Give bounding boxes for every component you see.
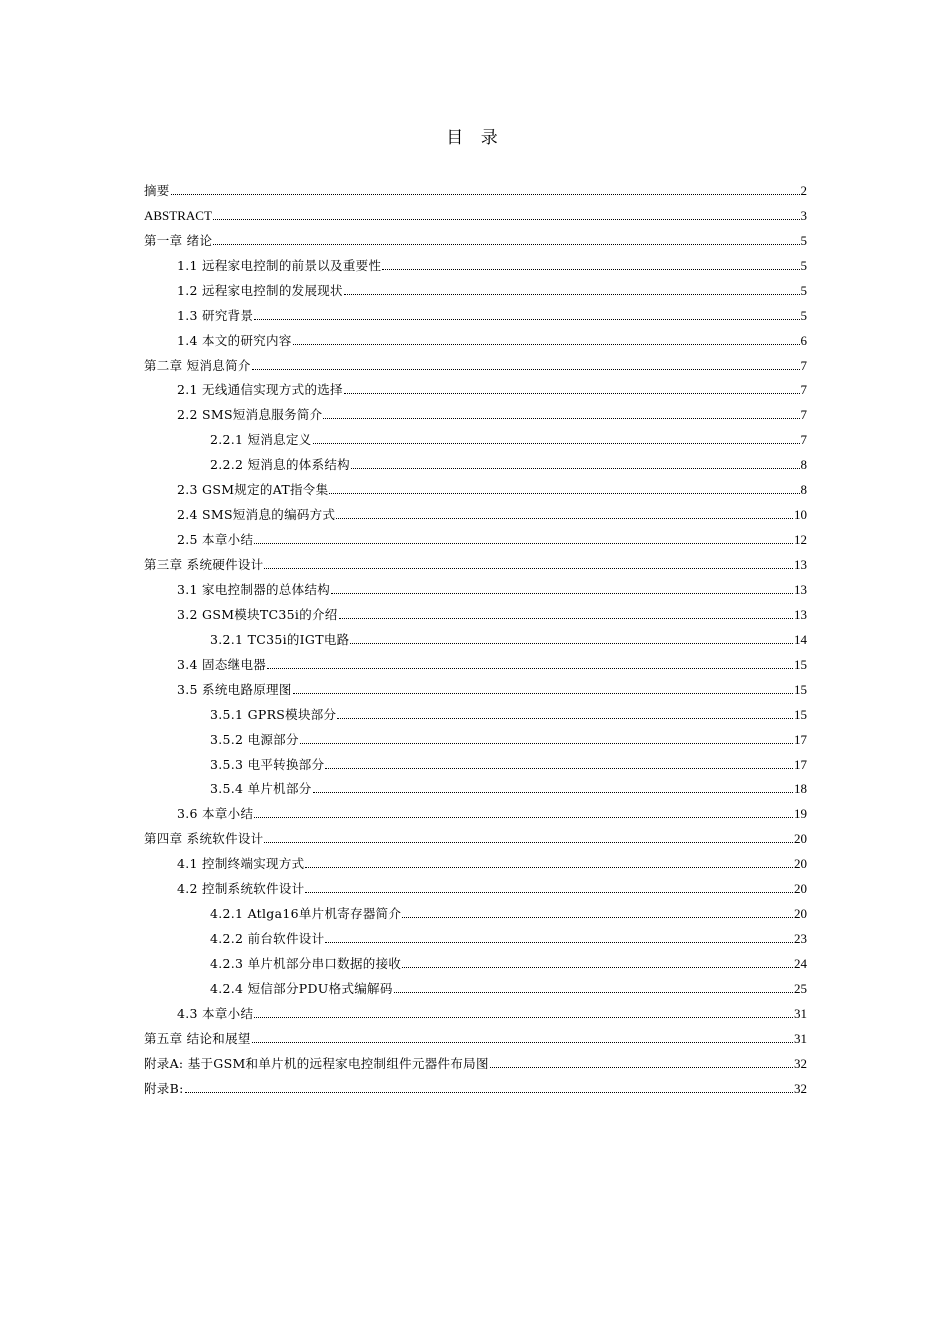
toc-entry-page-number: 8 (800, 482, 807, 498)
toc-entry-label: 第三章 系统硬件设计 (144, 557, 264, 572)
toc-entry[interactable] (144, 698, 807, 723)
toc-dot-leader (323, 418, 799, 419)
toc-dot-leader (337, 718, 793, 719)
toc-entry[interactable] (144, 872, 807, 897)
toc-dot-leader (351, 468, 800, 469)
toc-dot-leader (254, 319, 799, 320)
toc-entry[interactable] (144, 224, 807, 249)
toc-title: 目 录 (446, 128, 504, 148)
toc-entry-page-number: 7 (800, 382, 807, 398)
toc-entry[interactable] (144, 623, 807, 648)
toc-entry[interactable] (144, 897, 807, 922)
toc-entry-page-number: 13 (794, 581, 807, 597)
toc-entry-page-number: 32 (794, 1080, 807, 1096)
toc-entry-page-number: 18 (794, 781, 807, 797)
toc-entry-label: 3.5 系统电路原理图 (177, 681, 292, 697)
toc-dot-leader (394, 992, 793, 993)
toc-entry-page-number: 17 (794, 731, 807, 747)
toc-dot-leader (185, 1092, 793, 1093)
toc-entry[interactable] (144, 922, 807, 947)
toc-entry-label: 3.1 家电控制器的总体结构 (177, 581, 331, 597)
toc-dot-leader (252, 369, 800, 370)
toc-entry-page-number: 7 (800, 407, 807, 423)
toc-dot-leader (325, 768, 793, 769)
toc-entry-label: 3.4 固态继电器 (177, 656, 267, 672)
toc-entry-page-number: 7 (800, 432, 807, 448)
toc-entry[interactable] (144, 997, 807, 1022)
toc-entry-label: 2.5 本章小结 (177, 532, 254, 548)
toc-entry[interactable] (144, 1047, 807, 1072)
toc-entry[interactable] (144, 1022, 807, 1047)
toc-entry[interactable] (144, 398, 807, 423)
toc-entry-label: 2.4 SMS短消息的编码方式 (177, 507, 336, 523)
toc-dot-leader (213, 244, 799, 245)
toc-entry[interactable] (144, 174, 807, 199)
toc-entry-label: 第四章 系统软件设计 (144, 831, 264, 847)
toc-entry-page-number: 12 (794, 532, 807, 548)
toc-entry-label: 附录B: (144, 1080, 184, 1096)
toc-dot-leader (331, 593, 793, 594)
toc-entry-page-number: 5 (800, 257, 807, 273)
toc-entry-label: 4.2 控制系统软件设计 (177, 881, 305, 897)
toc-entry[interactable] (144, 423, 807, 448)
toc-entry-page-number: 14 (794, 631, 807, 647)
toc-entry[interactable] (144, 773, 807, 798)
toc-entry[interactable] (144, 947, 807, 972)
toc-entry[interactable] (144, 972, 807, 997)
toc-dot-leader (254, 817, 793, 818)
toc-entry-page-number: 20 (794, 906, 807, 922)
toc-entry-label: 3.6 本章小结 (177, 806, 254, 822)
toc-entry[interactable] (144, 548, 807, 573)
toc-entry-page-number: 15 (794, 656, 807, 672)
toc-entry-label: 1.2 远程家电控制的发展现状 (177, 282, 343, 298)
toc-entry-label: 2.2.2 短消息的体系结构 (210, 457, 350, 473)
toc-entry-page-number: 3 (800, 207, 807, 223)
toc-entry-page-number: 7 (800, 357, 807, 373)
toc-dot-leader (254, 1017, 793, 1018)
toc-entry[interactable] (144, 797, 807, 822)
toc-entry-page-number: 31 (794, 1005, 807, 1021)
toc-dot-leader (313, 443, 800, 444)
toc-entry-page-number: 15 (794, 681, 807, 697)
toc-entry-label: 4.2.2 前台软件设计 (210, 931, 325, 947)
toc-dot-leader (305, 867, 793, 868)
toc-entry-label: 4.2.3 单片机部分串口数据的接收 (210, 956, 402, 971)
toc-dot-leader (329, 493, 799, 494)
toc-entry-page-number: 5 (800, 282, 807, 298)
table-of-contents (144, 174, 807, 1097)
toc-entry-label: 第二章 短消息简介 (144, 357, 251, 373)
toc-entry-page-number: 6 (800, 332, 807, 348)
toc-entry-page-number: 10 (794, 507, 807, 523)
toc-entry-page-number: 13 (794, 557, 807, 572)
toc-dot-leader (336, 518, 793, 519)
toc-entry-page-number: 13 (794, 606, 807, 622)
toc-dot-leader (252, 1042, 793, 1043)
toc-entry[interactable] (144, 299, 807, 324)
toc-entry[interactable] (144, 374, 807, 399)
toc-entry[interactable] (144, 673, 807, 698)
toc-entry-page-number: 20 (794, 881, 807, 897)
toc-dot-leader (402, 917, 793, 918)
toc-dot-leader (293, 693, 793, 694)
toc-entry-page-number: 20 (794, 856, 807, 872)
toc-entry[interactable] (144, 523, 807, 548)
toc-dot-leader (490, 1067, 793, 1068)
toc-entry[interactable] (144, 324, 807, 349)
toc-entry[interactable] (144, 822, 807, 847)
toc-entry-page-number: 24 (794, 956, 807, 971)
toc-entry-label: 1.3 研究背景 (177, 307, 254, 323)
toc-entry-label: 4.3 本章小结 (177, 1005, 254, 1021)
toc-entry-page-number: 23 (794, 931, 807, 947)
toc-dot-leader (171, 194, 800, 195)
toc-dot-leader (350, 643, 793, 644)
toc-entry[interactable] (144, 448, 807, 473)
toc-entry-page-number: 25 (794, 980, 807, 996)
toc-dot-leader (293, 344, 800, 345)
toc-entry[interactable] (144, 473, 807, 498)
toc-dot-leader (254, 543, 793, 544)
toc-entry-label: 3.5.1 GPRS模块部分 (210, 706, 337, 722)
toc-entry-label: 第一章 绪论 (144, 232, 213, 248)
toc-entry[interactable] (144, 847, 807, 872)
toc-entry-label: ABSTRACT (144, 207, 212, 223)
toc-entry-label: 附录A: 基于GSM和单片机的远程家电控制组件元器件布局图 (144, 1055, 489, 1071)
toc-entry-label: 3.5.2 电源部分 (210, 731, 299, 747)
toc-entry[interactable] (144, 349, 807, 374)
toc-dot-leader (325, 942, 793, 943)
toc-entry-page-number: 20 (794, 831, 807, 847)
toc-entry[interactable] (144, 498, 807, 523)
toc-entry[interactable] (144, 648, 807, 673)
toc-entry-label: 3.2 GSM模块TC35i的介绍 (177, 606, 338, 622)
toc-dot-leader (264, 568, 793, 569)
toc-entry-label: 3.5.3 电平转换部分 (210, 756, 325, 772)
toc-entry[interactable] (144, 249, 807, 274)
toc-entry-label: 3.5.4 单片机部分 (210, 781, 312, 797)
toc-entry-page-number: 15 (794, 706, 807, 722)
toc-dot-leader (382, 269, 799, 270)
toc-entry-label: 摘要 (144, 182, 170, 198)
toc-dot-leader (300, 743, 793, 744)
toc-dot-leader (344, 393, 800, 394)
toc-dot-leader (344, 294, 800, 295)
toc-entry-label: 第五章 结论和展望 (144, 1030, 251, 1046)
toc-entry-page-number: 32 (794, 1055, 807, 1071)
toc-entry-label: 4.2.1 Atlga16单片机寄存器简介 (210, 906, 402, 922)
toc-entry-label: 2.1 无线通信实现方式的选择 (177, 382, 343, 398)
toc-entry-label: 1.1 远程家电控制的前景以及重要性 (177, 257, 382, 273)
toc-entry[interactable] (144, 1072, 807, 1097)
toc-dot-leader (339, 618, 793, 619)
toc-entry[interactable] (144, 199, 807, 224)
toc-entry-label: 4.1 控制终端实现方式 (177, 856, 305, 872)
toc-entry-label: 2.3 GSM规定的AT指令集 (177, 482, 329, 498)
toc-entry-page-number: 19 (794, 806, 807, 822)
toc-dot-leader (313, 792, 793, 793)
toc-entry-page-number: 2 (800, 182, 807, 198)
toc-dot-leader (267, 668, 793, 669)
toc-entry[interactable] (144, 598, 807, 623)
toc-entry-label: 2.2.1 短消息定义 (210, 432, 312, 448)
toc-entry-page-number: 5 (800, 307, 807, 323)
toc-entry[interactable] (144, 274, 807, 299)
toc-entry-page-number: 17 (794, 756, 807, 772)
toc-entry-label: 3.2.1 TC35i的IGT电路 (210, 631, 350, 647)
toc-entry-label: 1.4 本文的研究内容 (177, 332, 292, 348)
toc-dot-leader (305, 892, 793, 893)
toc-entry-page-number: 31 (794, 1030, 807, 1046)
toc-entry-label: 4.2.4 短信部分PDU格式编解码 (210, 980, 393, 996)
toc-entry[interactable] (144, 748, 807, 773)
toc-entry[interactable] (144, 723, 807, 748)
toc-entry-page-number: 5 (800, 232, 807, 248)
toc-dot-leader (213, 219, 800, 220)
toc-entry-page-number: 8 (800, 457, 807, 473)
toc-dot-leader (402, 967, 793, 968)
toc-entry[interactable] (144, 573, 807, 598)
toc-dot-leader (264, 842, 793, 843)
toc-entry-label: 2.2 SMS短消息服务简介 (177, 407, 323, 423)
